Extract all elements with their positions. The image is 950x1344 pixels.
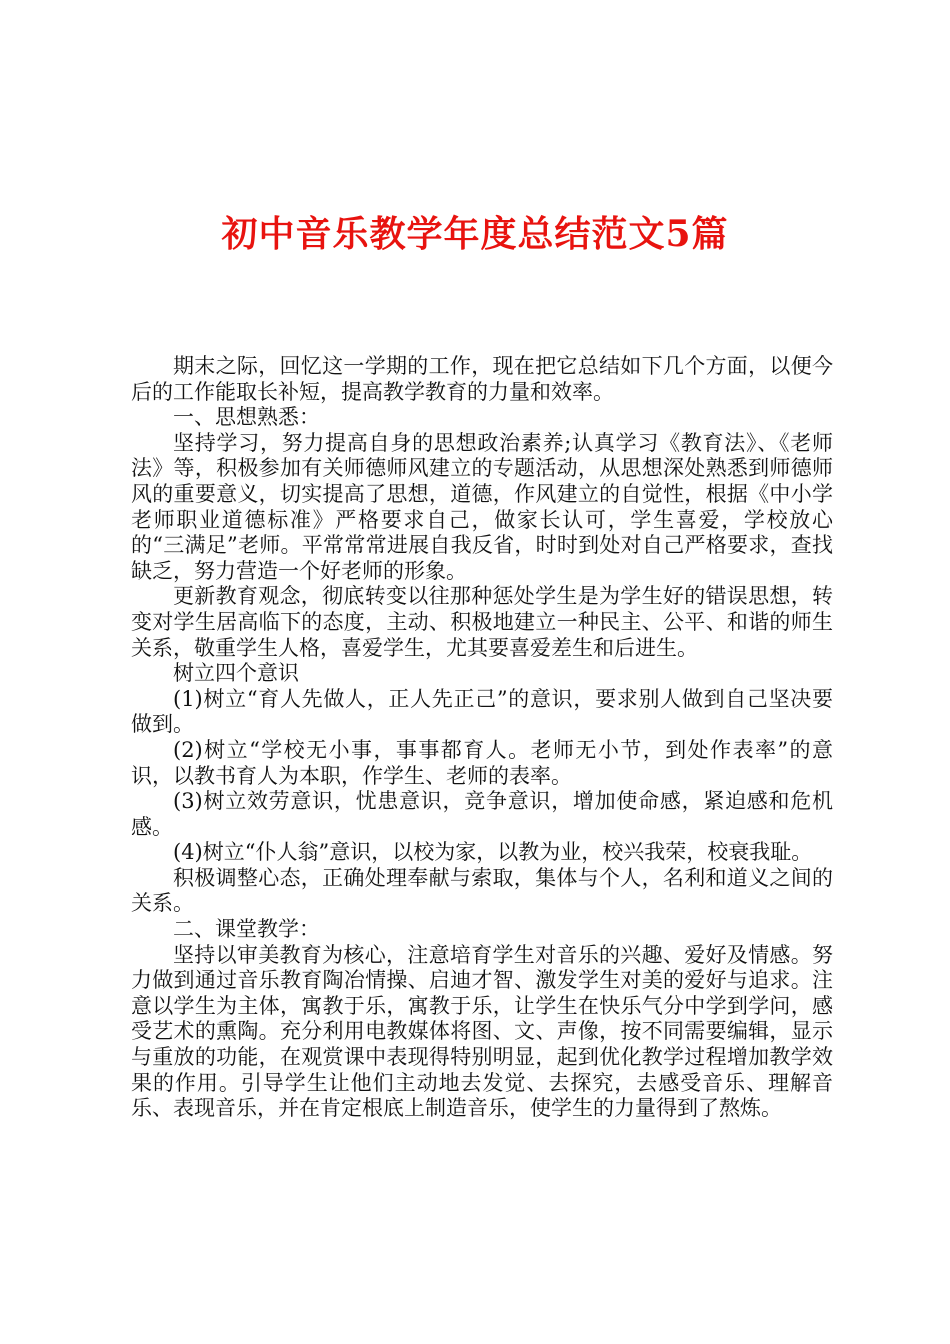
subheading-four-awareness: 树立四个意识	[173, 661, 299, 686]
paragraph-study: 坚持学习，努力提高自身的思想政治素养;认真学习《教育法》、《老师法》等，积极参加有关师德师风建立的专题活动，从思想深处熟悉到师德师风的重要意义，切实提高了思想，道德，作风建立的自觉性，根据《中小学老师职业道德标准》严格要求自己，做家长认可，学生喜爱，学校放心的“三满足”老师。平常常常进展自我反省，时时到处对自己严格要求，查找缺乏，努力营造一个好老师的形象。	[131, 430, 833, 583]
paragraph-mindset: 积极调整心态，正确处理奉献与索取，集体与个人，名利和道义之间的关系。	[131, 865, 833, 916]
list-item-2: (2)树立“学校无小事，事事都育人。老师无小节，到处作表率”的意识，以教书育人为本职，作学生、老师的表率。	[131, 737, 833, 788]
section-heading-thought: 一、思想熟悉：	[173, 405, 320, 430]
paragraph-education-concept: 更新教育观念，彻底转变以往那种惩处学生是为学生好的错误思想，转变对学生居高临下的态度，主动、积极地建立一种民主、公平、和谐的师生关系，敬重学生人格，喜爱学生，尤其要喜爱差生和后进生。	[131, 584, 833, 660]
document-body	[131, 354, 833, 1122]
section-heading-classroom: 二、课堂教学：	[173, 917, 320, 942]
document-title: 初中音乐教学年度总结范文5篇	[221, 213, 729, 255]
paragraph-classroom-teaching: 坚持以审美教育为核心，注意培育学生对音乐的兴趣、爱好及情感。努力做到通过音乐教育陶冶情操、启迪才智、激发学生对美的爱好与追求。注意以学生为主体，寓教于乐，寓教于乐，让学生在快乐气分中学到学问，感受艺术的熏陶。充分利用电教媒体将图、文、声像，按不同需要编辑，显示与重放的功能，在观赏课中表现得特别明显，起到优化教学过程增加教学效果的作用。引导学生让他们主动地去发觉、去探究，去感受音乐、理解音乐、表现音乐，并在肯定根底上制造音乐，使学生的力量得到了熬炼。	[131, 942, 833, 1121]
list-item-3: (3)树立效劳意识，忧患意识，竞争意识，增加使命感，紧迫感和危机感。	[131, 789, 833, 839]
list-item-4: (4)树立“仆人翁”意识，以校为家，以教为业，校兴我荣，校衰我耻。	[173, 840, 813, 865]
list-item-1: (1)树立“育人先做人，正人先正己”的意识，要求别人做到自己坚决要做到。	[131, 686, 833, 737]
intro-paragraph: 期末之际，回忆这一学期的工作，现在把它总结如下几个方面，以便今后的工作能取长补短，提高教学教育的力量和效率。	[131, 354, 833, 404]
